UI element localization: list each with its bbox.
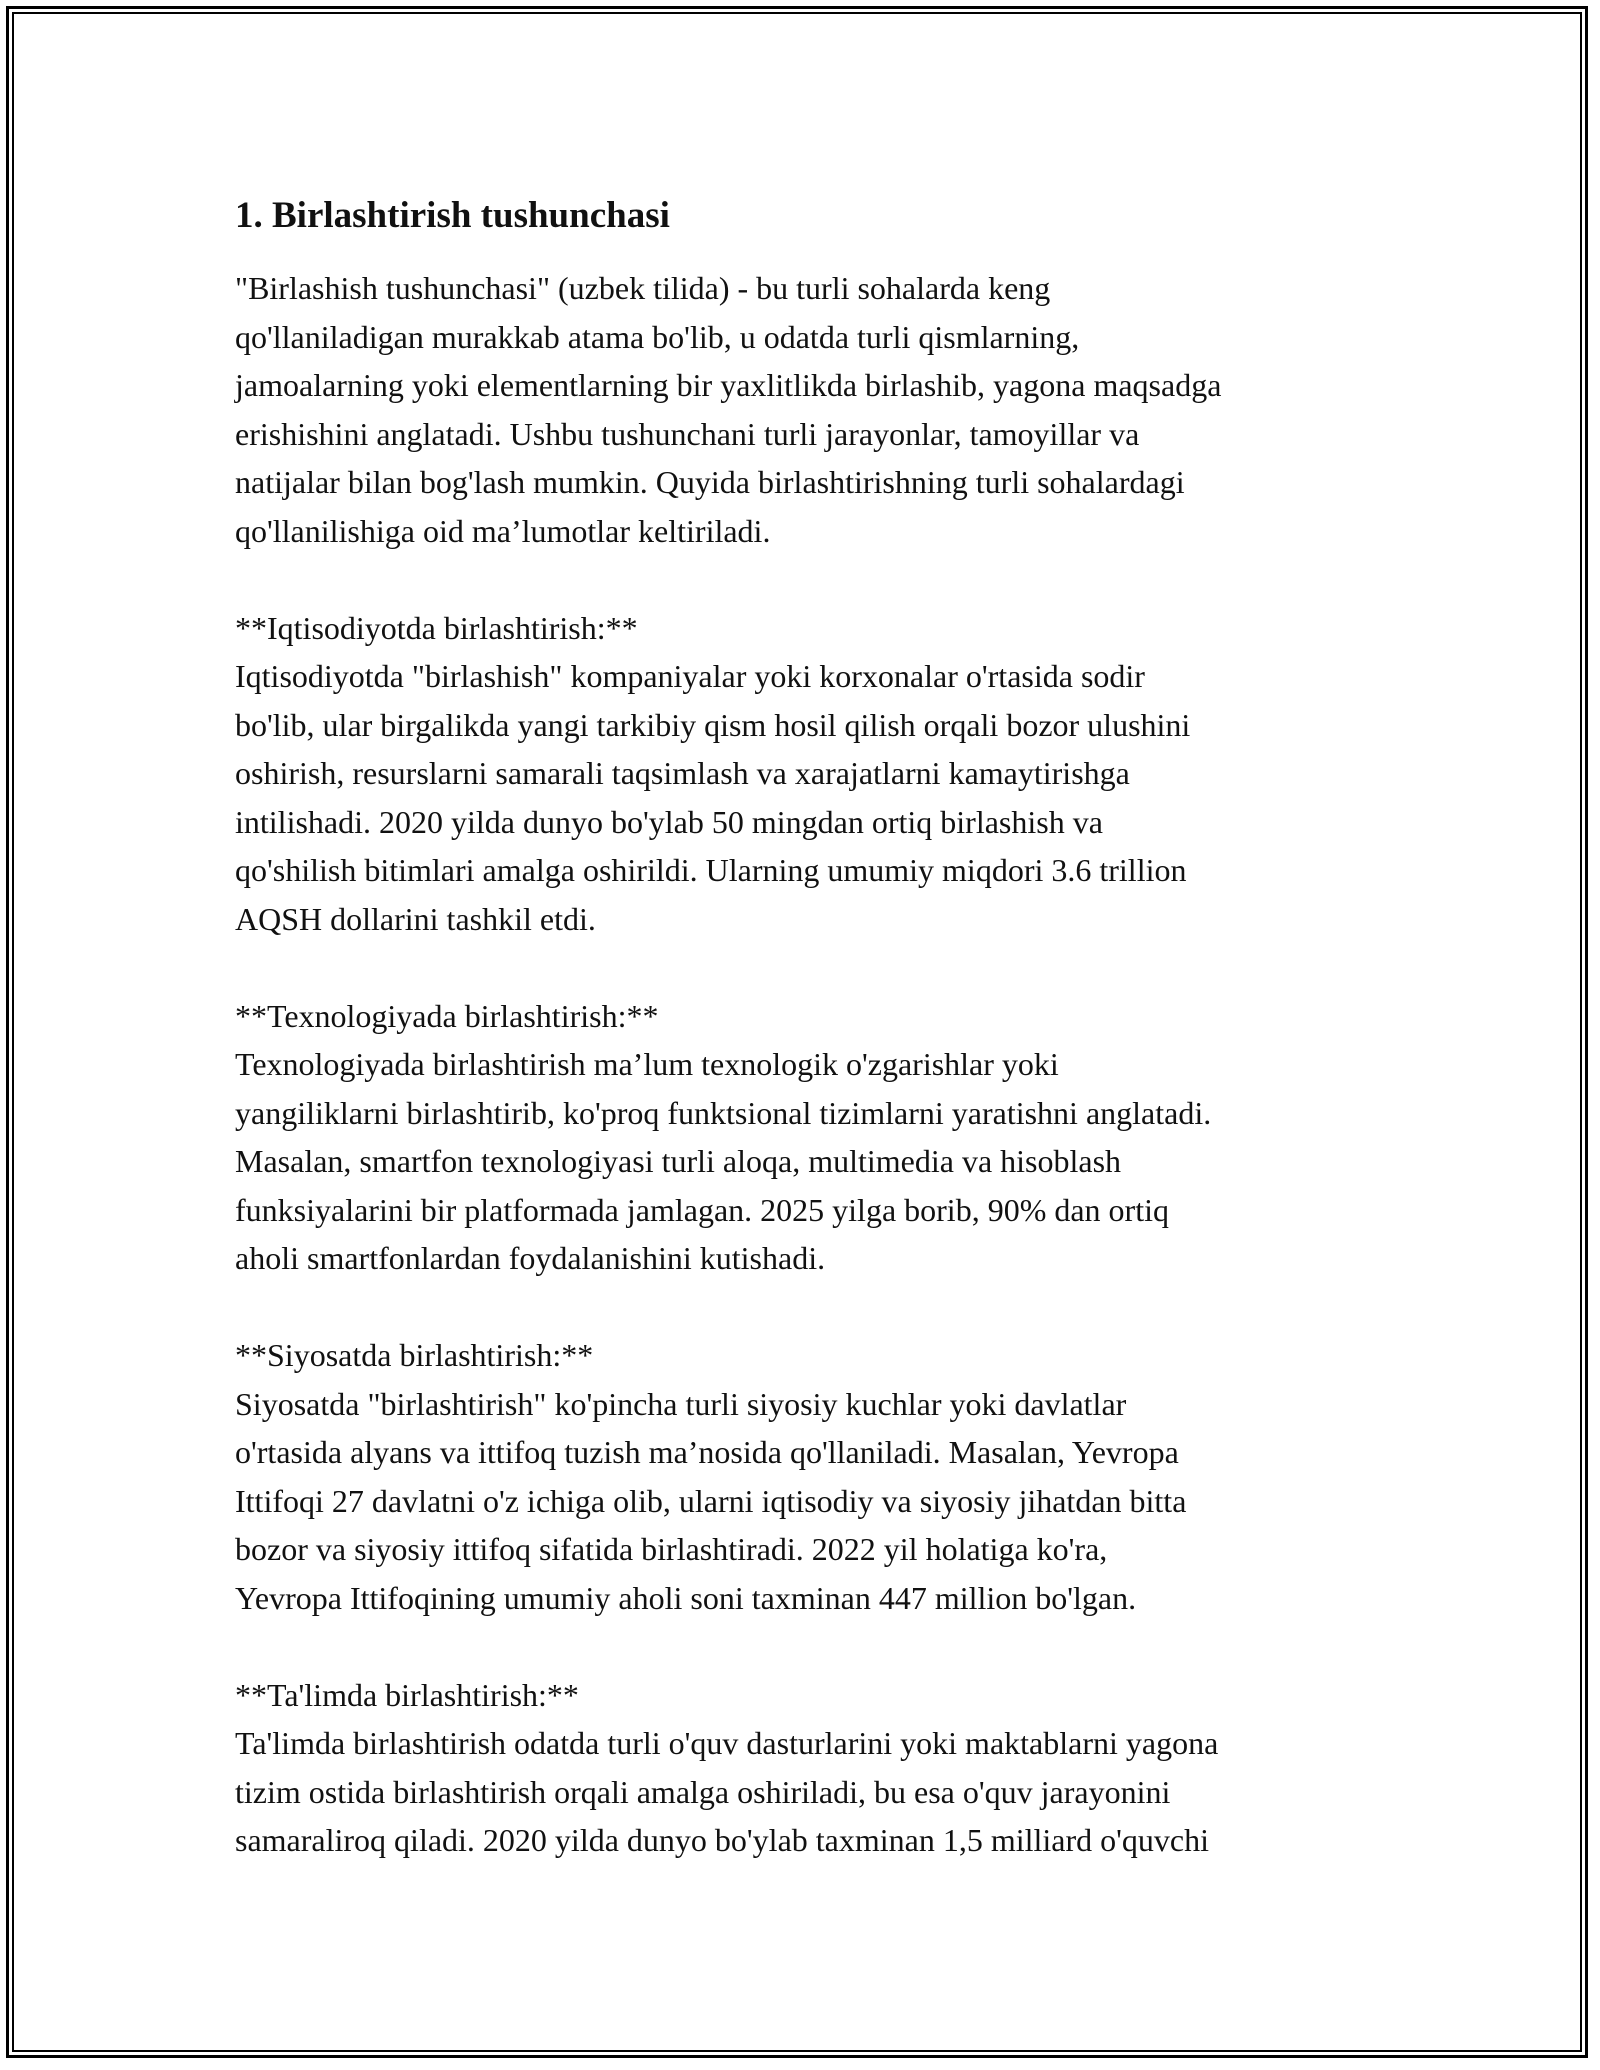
text-line: qo'llanilishiga oid ma’lumotlar keltiriladi. (235, 512, 771, 549)
subsection-title: **Texnologiyada birlashtirish:** (235, 997, 659, 1034)
education-section (235, 1671, 1385, 1865)
text-line: natijalar bilan bog'lash mumkin. Quyida birlashtirishning turli sohalardagi (235, 464, 1185, 500)
text-line: bo'lib, ular birgalikda yangi tarkibiy qism hosil qilish orqali bozor ulushini (235, 706, 1191, 743)
text-line: Ittifoqi 27 davlatni o'z ichiga olib, ularni iqtisodiy va siyosiy jihatdan bitta (235, 1482, 1187, 1519)
text-line: Masalan, smartfon texnologiyasi turli aloqa, multimedia va hisoblash (235, 1143, 1122, 1179)
text-line: funksiyalarini bir platformada jamlagan. 2025 yilga borib, 90% dan ortiq (235, 1191, 1169, 1228)
text-line: o'rtasida alyans va ittifoq tuzish ma’nosida qo'llaniladi. Masalan, Yevropa (235, 1434, 1179, 1470)
text-line: intilishadi. 2020 yilda dunyo bo'ylab 50 mingdan ortiq birlashish va (235, 803, 1103, 840)
paragraph-gap (235, 555, 1385, 604)
text-line: bozor va siyosiy ittifoq sifatida birlashtiradi. 2022 yil holatiga ko'ra, (235, 1531, 1108, 1567)
paragraph-gap (235, 943, 1385, 992)
text-line: "Birlashish tushunchasi" (uzbek tilida) - bu turli sohalarda keng (235, 270, 1051, 306)
subsection-title: **Iqtisodiyotda birlashtirish:** (235, 609, 638, 646)
text-line: oshirish, resurslarni samarali taqsimlash va xarajatlarni kamaytirishga (235, 755, 1130, 791)
economy-section (235, 604, 1385, 944)
paragraph-gap (235, 1622, 1385, 1671)
text-line: erishishini anglatadi. Ushbu tushunchani turli jarayonlar, tamoyillar va (235, 415, 1140, 452)
text-line: aholi smartfonlardan foydalanishini kutishadi. (235, 1240, 826, 1276)
politics-section (235, 1331, 1385, 1622)
document-body (235, 180, 1385, 1865)
text-line: Yevropa Ittifoqining umumiy aholi soni taxminan 447 million bo'lgan. (235, 1579, 1137, 1616)
text-line: Siyosatda "birlashtirish" ko'pincha turli siyosiy kuchlar yoki davlatlar (235, 1385, 1127, 1422)
text-line: tizim ostida birlashtirish orqali amalga oshiriladi, bu esa o'quv jarayonini (235, 1773, 1171, 1810)
text-line: qo'shilish bitimlari amalga oshirildi. Ularning umumiy miqdori 3.6 trillion (235, 852, 1187, 888)
intro-paragraph (235, 264, 1385, 555)
section-heading: 1. Birlashtirish tushunchasi (235, 195, 670, 236)
subsection-title: **Siyosatda birlashtirish:** (235, 1337, 594, 1373)
text-line: AQSH dollarini tashkil etdi. (235, 900, 596, 937)
text-line: jamoalarning yoki elementlarning bir yaxlitlikda birlashib, yagona maqsadga (235, 367, 1222, 403)
subsection-title: **Ta'limda birlashtirish:** (235, 1676, 579, 1713)
text-line: Texnologiyada birlashtirish ma’lum texnologik o'zgarishlar yoki (235, 1046, 1059, 1082)
paragraph-gap (235, 1283, 1385, 1332)
text-line: Ta'limda birlashtirish odatda turli o'quv dasturlarini yoki maktablarni yagona (235, 1725, 1219, 1761)
text-line: yangiliklarni birlashtirib, ko'proq funktsional tizimlarni yaratishni anglatadi. (235, 1094, 1212, 1131)
technology-section (235, 992, 1385, 1283)
text-line: Iqtisodiyotda "birlashish" kompaniyalar yoki korxonalar o'rtasida sodir (235, 658, 1145, 694)
text-line: qo'llaniladigan murakkab atama bo'lib, u odatda turli qismlarning, (235, 318, 1080, 355)
text-line: samaraliroq qiladi. 2020 yilda dunyo bo'ylab taxminan 1,5 milliard o'quvchi (235, 1822, 1210, 1858)
